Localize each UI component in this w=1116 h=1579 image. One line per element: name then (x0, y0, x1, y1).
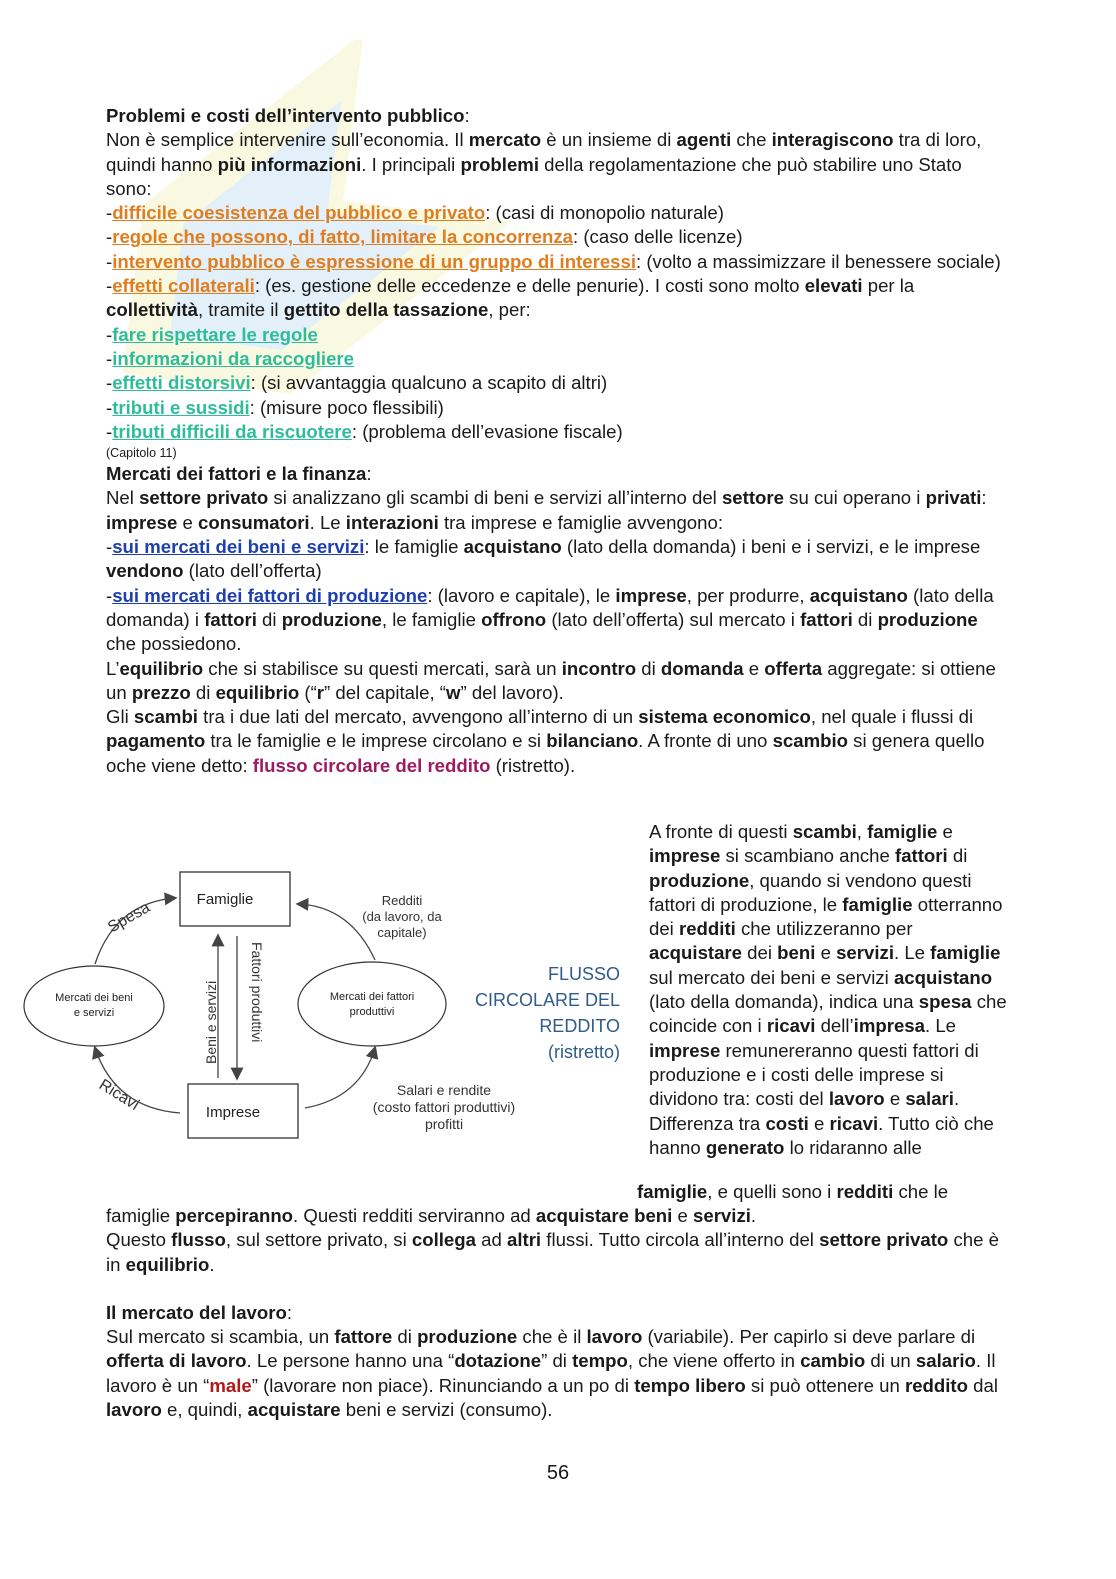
spesa-label: Spesa (105, 898, 153, 937)
paragraph: Nel settore privato si analizzano gli scambi di beni e servizi all’interno del settore su cui operano i privati: imprese e consumatori. Le interazioni tra imprese e famiglie avvengono: (106, 487, 987, 533)
famiglie-label: Famiglie (196, 891, 254, 908)
list-item: -difficile coesistenza del pubblico e privato: (casi di monopolio naturale) (106, 202, 724, 224)
paragraph: famiglie percepiranno. Questi redditi serviranno ad acquistare beni e servizi. (106, 1205, 757, 1226)
salari-label: profitti (424, 1116, 464, 1132)
page-number: 56 (546, 1462, 570, 1484)
flusso-title: CIRCOLARE DEL (474, 990, 620, 1010)
paragraph: A fronte di questi scambi, famiglie e imprese si scambiano anche fattori di produzione, quando si vendono questi fattori di produzione, le famiglie otterranno dei redditi che utilizzeranno per acquistare dei beni e servizi. Le famiglie sul mercato dei beni e servizi acquistano (lato della domanda), indica una spesa che coincide con i ricavi dell’impresa. Le imprese remunereranno questi fattori di produzione e i costi delle imprese si dividono tra: costi del lavoro e salari. Differenza tra costi e ricavi. Tutto ciò che hanno generato lo ridaranno alle (649, 821, 1007, 1158)
circular-flow-diagram (20, 858, 630, 1158)
bottom-text (106, 1204, 1011, 1422)
chapter-note: (Capitolo 11) (106, 446, 177, 461)
redditi-label: capitale) (377, 925, 427, 940)
list-item: -regole che possono, di fatto, limitare la concorrenza: (caso delle licenze) (106, 226, 743, 248)
list-item: -intervento pubblico è espressione di un gruppo di interessi: (volto a massimizzare il benessere sociale) (106, 250, 1001, 272)
flusso-title: FLUSSO (547, 964, 620, 984)
list-item: -tributi e sussidi: (misure poco flessibili) (106, 396, 444, 418)
list-item: -informazioni da raccogliere (106, 347, 354, 369)
salari-arrow (305, 1048, 375, 1108)
redditi-label: (da lavoro, da (362, 909, 442, 924)
right-column-text (649, 820, 1009, 1160)
paragraph: Gli scambi tra i due lati del mercato, avvengono all’interno di un sistema economico, nel quale i flussi di pagamento tra le famiglie e le imprese circolano e si bilanciano. A fronte di uno scambio si genera quello oche viene detto: flusso circolare del reddito (ristretto). (106, 706, 985, 776)
list-item: -sui mercati dei beni e servizi: le famiglie acquistano (lato della domanda) i beni e i servizi, e le imprese vendono (lato dell’offerta) (106, 536, 981, 582)
section-title: Il mercato del lavoro: (106, 1301, 293, 1323)
main-text (106, 104, 1011, 778)
salari-label: Salari e rendite (396, 1082, 492, 1098)
list-item: -effetti collaterali: (es. gestione delle eccedenze e delle penurie). I costi sono molto elevati per la collettività, tramite il gettito della tassazione, per: (106, 275, 915, 321)
paragraph: L’equilibrio che si stabilisce su questi mercati, sarà un incontro di domanda e offerta aggregate: si ottiene un prezzo di equilibrio (“r” del capitale, “w” del lavoro). (106, 657, 996, 703)
paragraph: Sul mercato si scambia, un fattore di produzione che è il lavoro (variabile). Per capirlo si deve parlare di offerta di lavoro. Le persone hanno una “dotazione” di tempo, che viene offerto in cambio di un salario. Il lavoro è un “male” (lavorare non piace). Rinunciando a un po di tempo libero si può ottenere un reddito dal lavoro e, quindi, acquistare beni e servizi (consumo). (106, 1326, 998, 1421)
section-title: Problemi e costi dell’intervento pubblico: (106, 105, 470, 126)
mercati-fattori-ellipse (298, 962, 446, 1046)
paragraph: Non è semplice intervenire sull’economia. Il mercato è un insieme di agenti che interagiscono tra di loro, quindi hanno più informazioni. I principali problemi della regolamentazione che può stabilire uno Stato sono: (106, 129, 982, 199)
ricavi-label: Ricavi (95, 1076, 142, 1114)
section-title: Mercati dei fattori e la finanza: (106, 463, 372, 485)
mercati-beni-ellipse (24, 966, 164, 1046)
mercati-fattori-label: Mercati dei fattori (329, 991, 415, 1003)
flusso-title: REDDITO (539, 1016, 620, 1036)
redditi-label: Redditi (381, 893, 423, 908)
salari-label: (costo fattori produttivi) (372, 1099, 516, 1115)
mercati-beni-label: Mercati dei beni (55, 992, 133, 1004)
fattori-produttivi-label: Fattori produttivi (249, 942, 265, 1043)
continuation-line: famiglie, e quelli sono i redditi che le (637, 1181, 949, 1202)
flusso-title: (ristretto) (548, 1042, 620, 1062)
mercati-beni-label: e servizi (73, 1007, 115, 1019)
imprese-label: Imprese (205, 1104, 261, 1121)
paragraph: Questo flusso, sul settore privato, si collega ad altri flussi. Tutto circola all’interno del settore privato che è in equilibrio. (106, 1229, 999, 1275)
mercati-fattori-label: produttivi (349, 1006, 395, 1018)
list-item: -tributi difficili da riscuotere: (problema dell’evasione fiscale) (106, 420, 623, 442)
beni-servizi-label: Beni e servizi (203, 980, 219, 1064)
list-item: -effetti distorsivi: (si avvantaggia qualcuno a scapito di altri) (106, 372, 608, 394)
list-item: -fare rispettare le regole (106, 323, 318, 345)
list-item: -sui mercati dei fattori di produzione: (lavoro e capitale), le imprese, per produrre, acquistano (lato della domanda) i fattori di produzione, le famiglie offrono (lato dell’offerta) sul mercato i fattori di produzione che possiedono. (106, 584, 994, 655)
